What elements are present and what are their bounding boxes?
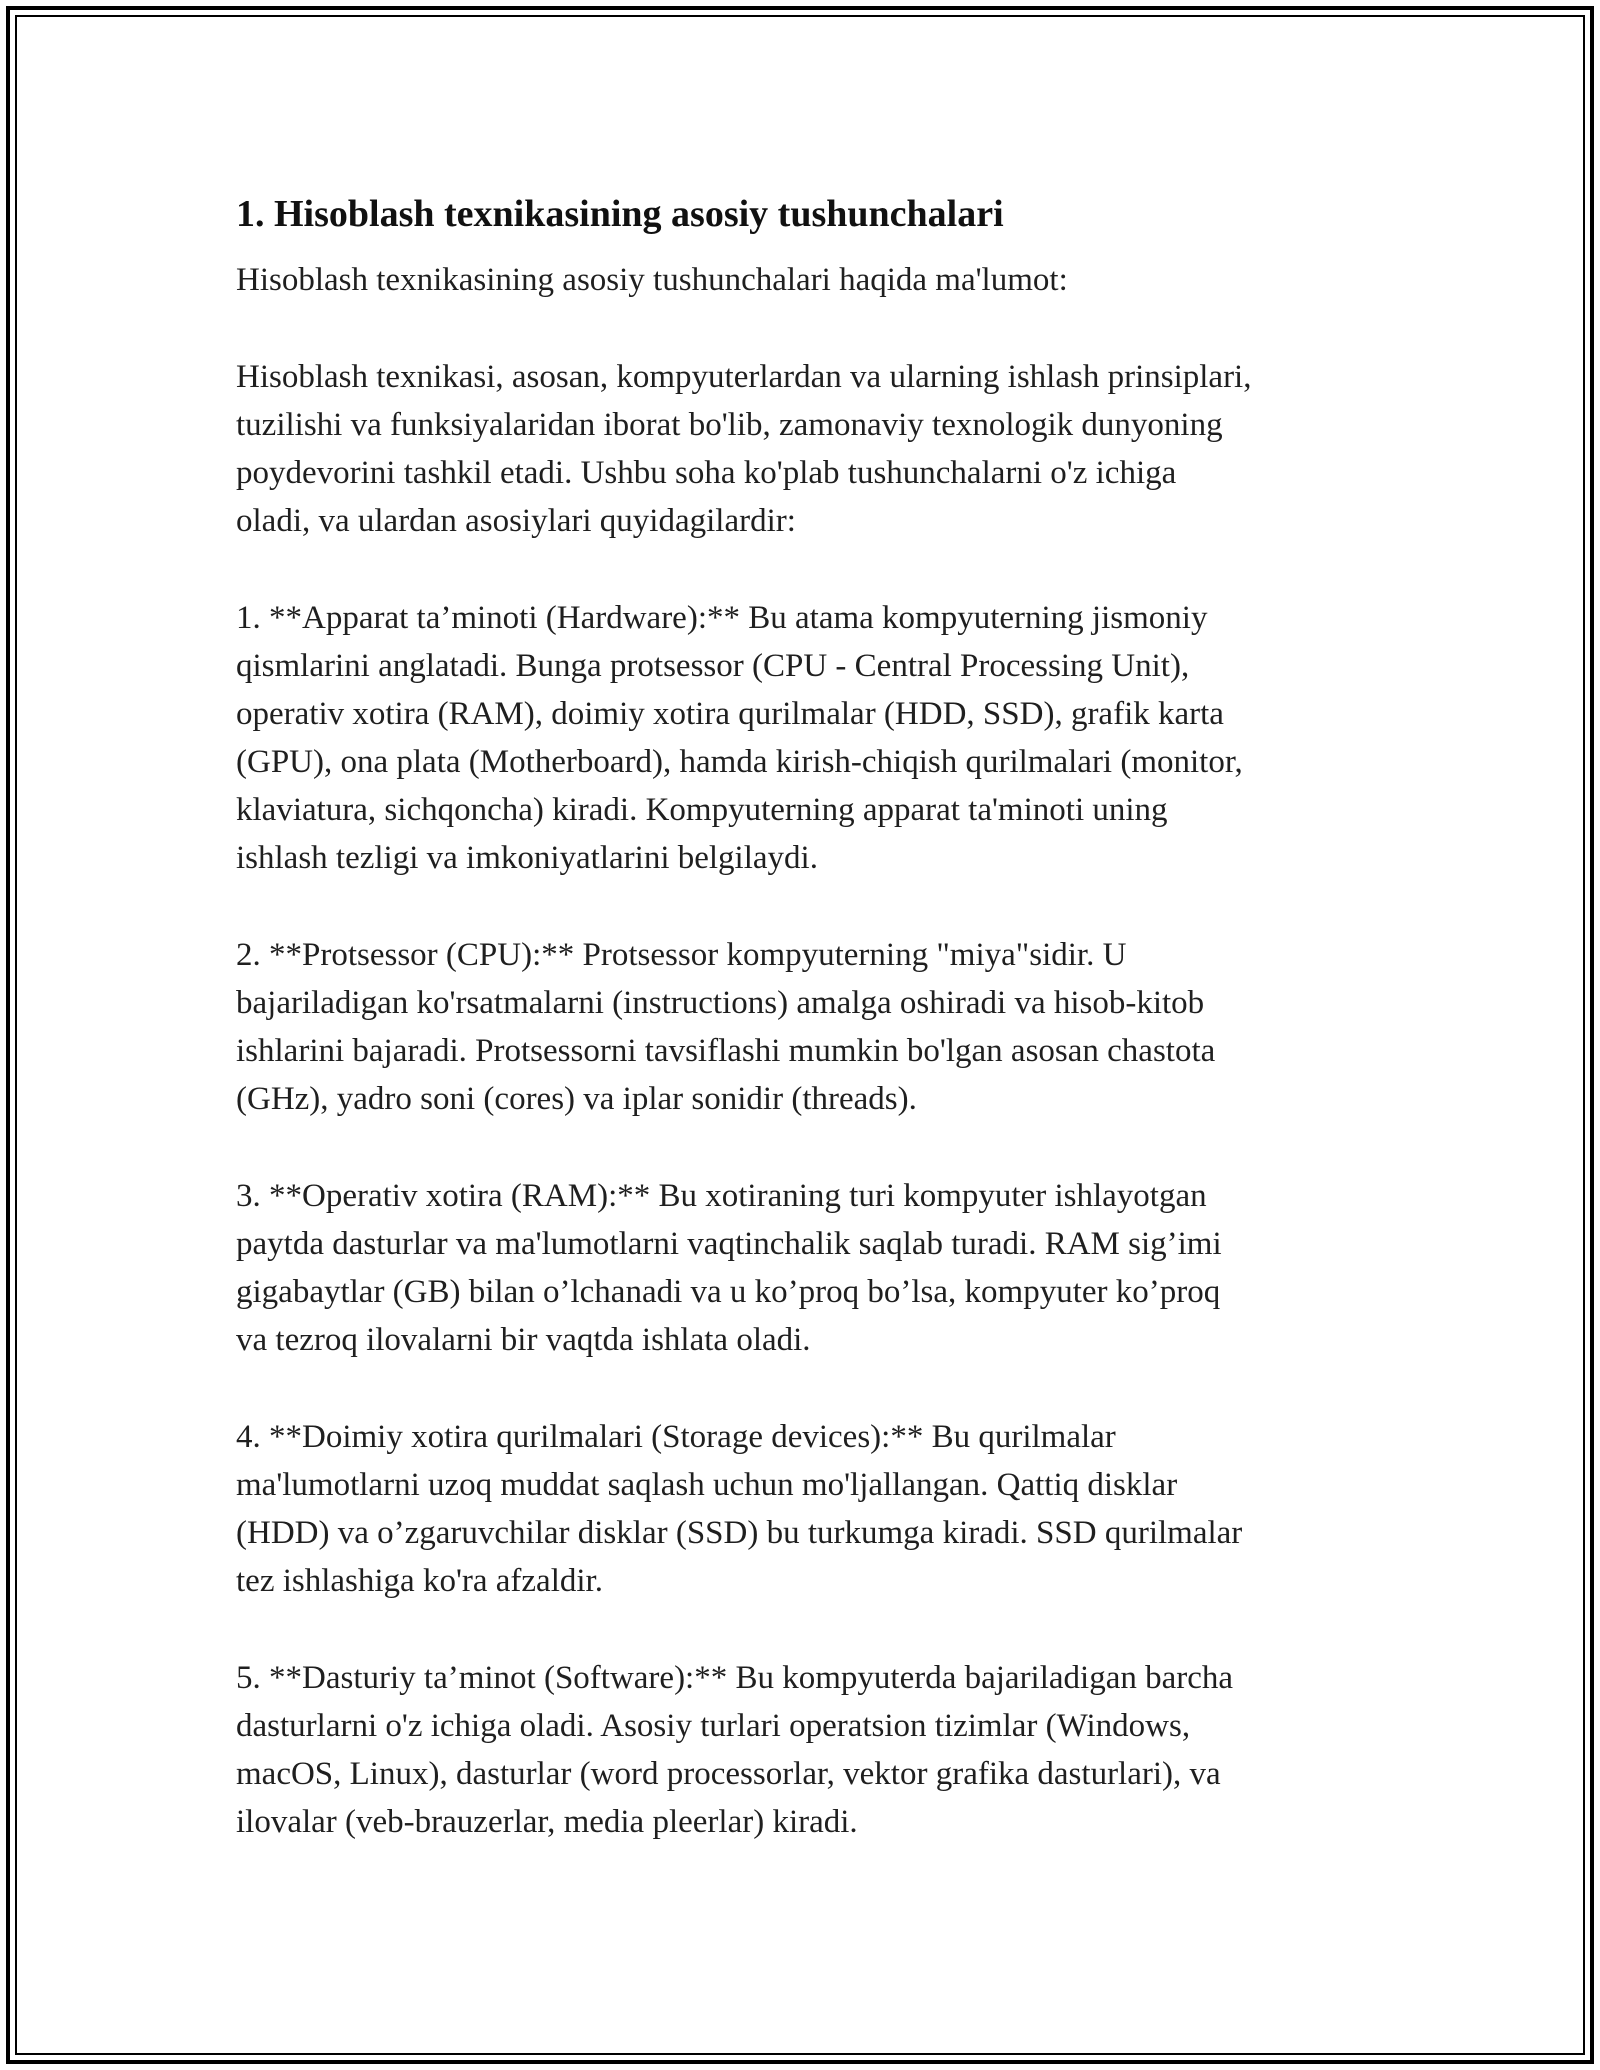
list-item-cpu: 2. **Protsessor (CPU):** Protsessor kompyuterning "miya"sidir. U bajariladigan ko'rsatmalarni (instructions) amalga oshiradi va hisob-kitob ishlarini bajaradi. Protsessorni tavsiflashi mumkin bo'lgan asosan chastota (GHz), yadro soni (cores) va iplar sonidir (threads). [236,937,1216,1117]
list-item-hardware: 1. **Apparat ta’minoti (Hardware):** Bu atama kompyuterning jismoniy qismlarini anglatadi. Bunga protsessor (CPU - Central Processing Unit), operativ xotira (RAM), doimiy xotira qurilmalar (HDD, SSD), grafik karta (GPU), ona plata (Motherboard), hamda kirish-chiqish qurilmalari (monitor, klaviatura, sichqoncha) kiradi. Kompyuterning apparat ta'minoti uning ishlash tezligi va imkoniyatlarini belgilaydi. [236,600,1243,876]
list-item-software: 5. **Dasturiy ta’minot (Software):** Bu kompyuterda bajariladigan barcha dasturlarni o'z ichiga oladi. Asosiy turlari operatsion tizimlar (Windows, macOS, Linux), dasturlar (word processorlar, vektor grafika dasturlari), va ilovalar (veb-brauzerlar, media pleerlar) kiradi. [236,1660,1234,1840]
intro-line: Hisoblash texnikasining asosiy tushunchalari haqida ma'lumot: [236,262,1068,298]
overview-paragraph: Hisoblash texnikasi, asosan, kompyuterlardan va ularning ishlash prinsiplari, tuzilishi va funksiyalaridan iborat bo'lib, zamonaviy texnologik dunyoning poydevorini tashkil etadi. Ushbu soha ko'plab tushunchalarni o'z ichiga oladi, va ulardan asosiylari quyidagilardir: [236,359,1252,539]
section-title: 1. Hisoblash texnikasining asosiy tushunchalari [236,193,1004,235]
list-item-storage: 4. **Doimiy xotira qurilmalari (Storage devices):** Bu qurilmalar ma'lumotlarni uzoq muddat saqlash uchun mo'ljallangan. Qattiq disklar (HDD) va o’zgaruvchilar disklar (SSD) bu turkumga kiradi. SSD qurilmalar tez ishlashiga ko'ra afzaldir. [236,1419,1243,1599]
document-body [236,188,1366,1846]
list-item-ram: 3. **Operativ xotira (RAM):** Bu xotiraning turi kompyuter ishlayotgan paytda dasturlar va ma'lumotlarni vaqtinchalik saqlab turadi. RAM sig’imi gigabaytlar (GB) bilan o’lchanadi va u ko’proq bo’lsa, kompyuter ko’proq va tezroq ilovalarni bir vaqtda ishlata oladi. [236,1178,1222,1358]
